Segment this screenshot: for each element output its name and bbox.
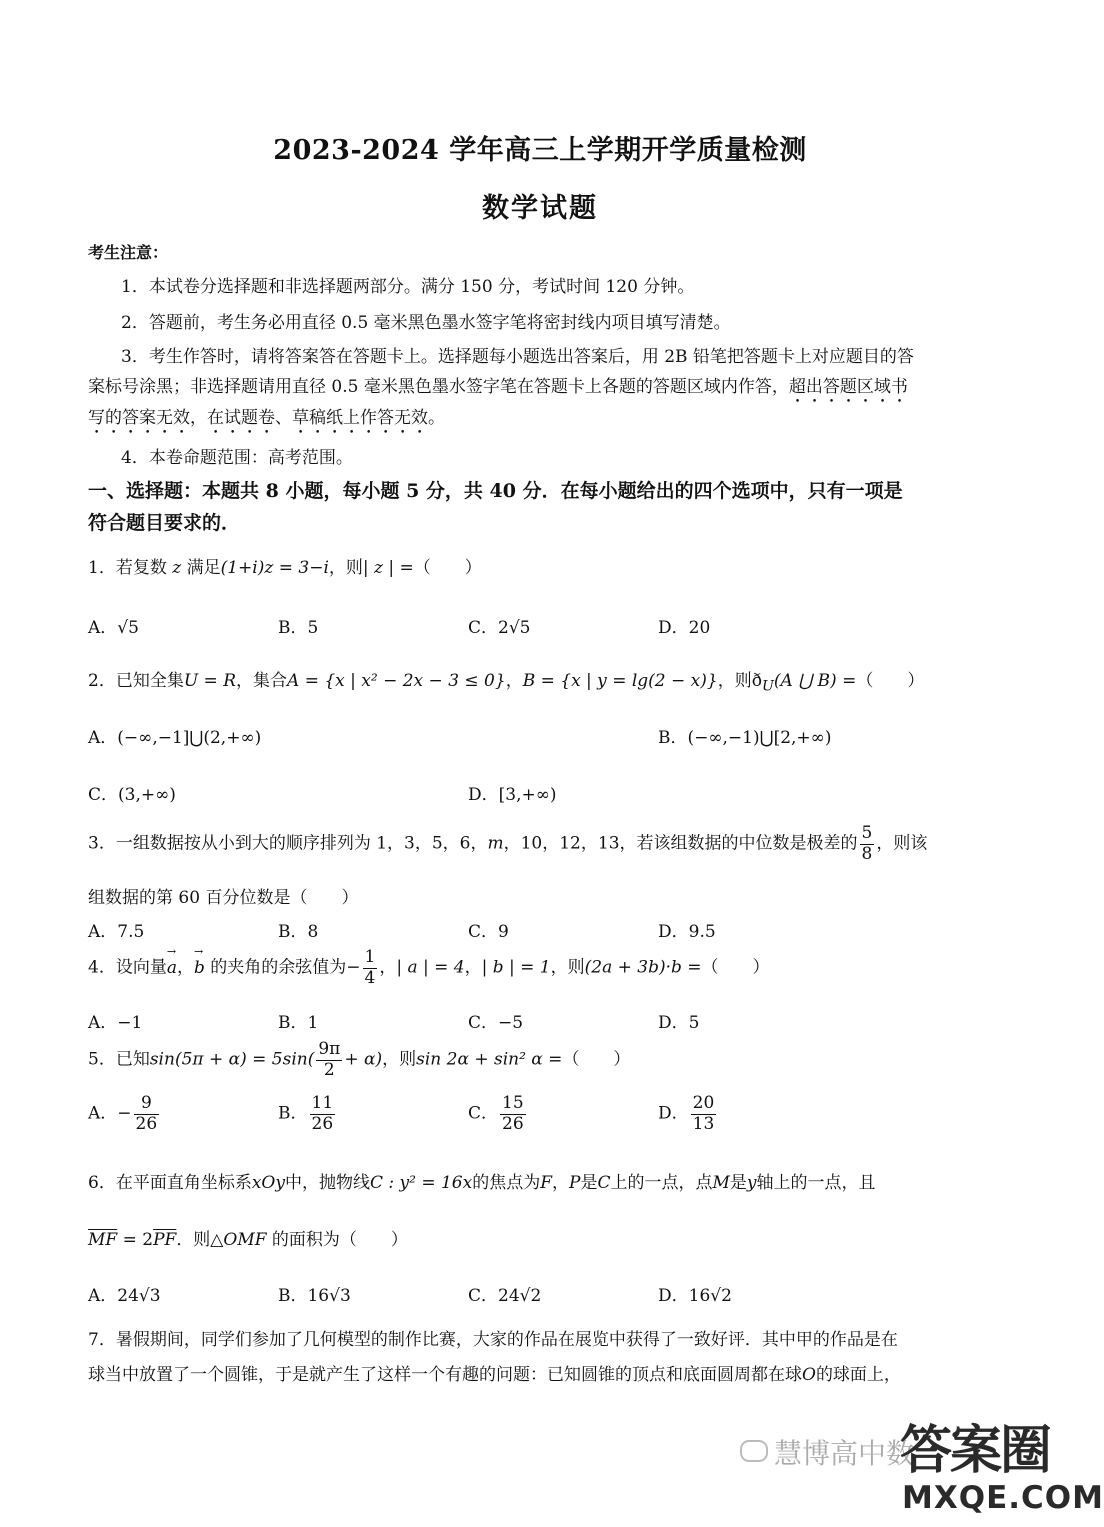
q5-option-c-label: C． (468, 1103, 499, 1124)
q6-text-3: 的焦点为 (472, 1173, 541, 1193)
q4-abs-a: | a | = 4 (396, 957, 465, 978)
section-1-heading-line-2: 符合题目要求的． (88, 512, 241, 534)
q5-option-b-den: 26 (311, 1113, 334, 1134)
q5-text: 5．已知 (88, 1049, 150, 1070)
section-1-heading-line-1: 一、选择题：本题共 8 小题，每小题 5 分，共 40 分．在每小题给出的四个选项中，只有一项是 (88, 480, 903, 502)
q6-parabola: C : y² = 16x (369, 1173, 473, 1193)
q4-answer-blank: （ ） (701, 957, 770, 978)
question-6-line-1 (88, 1168, 876, 1193)
q5-option-a-den: 26 (135, 1113, 158, 1134)
q2-complement-sub: U (761, 678, 774, 695)
exam-title: 2023-2024 学年高三上学期开学质量检测 (273, 135, 807, 166)
notice-item-2: 2．答题前，考生务必用直径 0.5 毫米黑色墨水签字笔将密封线内项目填写清楚。 (121, 313, 731, 333)
q6-option-b: B．16√3 (278, 1286, 351, 1306)
q3-text-2: ，10，12，13，若该组数据的中位数是极差的 (503, 833, 858, 854)
q2-option-b: B．(−∞,−1)⋃[2,+∞) (658, 728, 832, 748)
q1-text-3: ，则 (328, 558, 363, 578)
q4-vector-b: → b (194, 958, 205, 978)
q6-vector-mf: $\overline{MF}$ (88, 1230, 118, 1250)
q5-option-b (278, 1094, 337, 1134)
q3-option-d: D．9.5 (658, 922, 716, 942)
question-3-line-1 (88, 824, 927, 864)
q1-answer-blank: （ ） (413, 558, 482, 578)
q4-option-a: A．−1 (88, 1013, 143, 1033)
watermark-logo (900, 1408, 1104, 1527)
q1-var: z (172, 558, 182, 578)
q2-text-3: ，则 (717, 671, 752, 691)
q4-text: 4．设向量 (88, 957, 167, 978)
q4-sep: ， (176, 957, 194, 978)
q5-option-c-den: 26 (502, 1113, 524, 1134)
q6-option-c: C．24√2 (468, 1286, 542, 1306)
question-2 (88, 666, 924, 694)
notice-heading: 考生注意： (88, 243, 169, 262)
q4-fraction-den: 4 (364, 967, 376, 988)
q6-vector-pf: $\overline{PF}$ (153, 1230, 177, 1250)
q4-fraction (363, 948, 378, 988)
q5-expression-1: sin(5π + α) = 5sin( (149, 1049, 315, 1070)
q7-var-o: O (802, 1365, 816, 1385)
q1-option-b: B．5 (278, 618, 319, 638)
q1-option-d: D．20 (658, 618, 711, 638)
q3-fraction-den: 8 (861, 843, 873, 864)
q6-triangle: OMF (223, 1230, 267, 1250)
watermark-logo-bottom: MXQE.COM (902, 1480, 1104, 1516)
q2-set-b: B = {x | y = lg(2 − x)} (522, 671, 718, 691)
q5-option-d (658, 1094, 718, 1134)
q2-option-c: C．(3,+∞) (88, 785, 176, 805)
notice-item-3-line-2 (88, 372, 908, 407)
q5-option-d-den: 13 (692, 1113, 715, 1134)
q3-fraction-num: 5 (861, 823, 873, 843)
q4-option-b: B．1 (278, 1013, 319, 1033)
q4-expression: (2a + 3b)·b = (584, 957, 702, 978)
q5-option-c-fraction (500, 1094, 526, 1134)
q1-text: 1．若复数 (88, 558, 173, 578)
q2-option-d: D．[3,+∞) (468, 785, 557, 805)
q4-vector-a: → a (167, 958, 177, 978)
q5-option-d-fraction (691, 1094, 717, 1134)
watermark-account: 慧博高中数 (774, 1437, 915, 1470)
question-7-line-1: 7．暑假期间，同学们参加了几何模型的制作比赛，大家的作品在展览中获得了一致好评．其中甲的作品是在 (88, 1330, 898, 1350)
q2-complement-expr: (A ⋃ B) = (773, 671, 857, 691)
q6-text-2: 中，抛物线 (284, 1173, 370, 1193)
question-4 (88, 948, 770, 988)
q5-answer-blank: （ ） (562, 1049, 631, 1070)
q5-fraction (316, 1040, 342, 1080)
wechat-icon (740, 1440, 768, 1462)
notice-item-3-line-2-text: 案标号涂黑；非选择题请用直径 0.5 毫米黑色墨水签字笔在答题卡上各题的答题区域内作答， (88, 377, 789, 397)
q6-text-4: ， (552, 1173, 569, 1193)
q4-fraction-num: 1 (364, 947, 376, 967)
q1-abs: | z | = (362, 558, 414, 578)
q1-option-a: A．√5 (88, 618, 139, 638)
notice-item-3-line-3 (88, 403, 445, 438)
notice-item-3-line-1: 3．考生作答时，请将答案答在答题卡上。选择题每小题选出答案后，用 2B 铅笔把答题卡上对应题目的答 (121, 347, 914, 367)
question-3-line-2: 组数据的第 60 百分位数是（ ） (88, 888, 359, 908)
q4-text-2: 的夹角的余弦值为 (204, 957, 347, 978)
q5-option-a-fraction (134, 1094, 160, 1134)
question-5 (88, 1040, 630, 1080)
q6-coord-system: xOy (251, 1173, 285, 1193)
q4-option-c: C．−5 (468, 1013, 524, 1033)
q3-option-a: A．7.5 (88, 922, 145, 942)
q5-option-c (468, 1094, 528, 1134)
q5-expression-2: + α) (344, 1049, 383, 1070)
q4-text-3: ， (379, 957, 397, 978)
q2-universal-set: U = R (183, 671, 237, 691)
q6-var-m: M (712, 1173, 730, 1193)
q5-option-a (88, 1094, 161, 1134)
q6-text: 6．在平面直角坐标系 (88, 1173, 252, 1193)
q3-option-c: C．9 (468, 922, 509, 942)
q5-option-d-num: 20 (692, 1093, 715, 1113)
q6-equals: = 2 (117, 1230, 154, 1250)
q5-option-c-num: 15 (502, 1093, 524, 1113)
q4-text-4: ， (464, 957, 482, 978)
question-6-line-2 (88, 1225, 408, 1250)
question-1 (88, 553, 482, 578)
q4-option-d: D．5 (658, 1013, 700, 1033)
q7-text-end: 的球面上， (815, 1365, 901, 1385)
q1-expression: (1+i)z = 3−i (220, 558, 329, 578)
q2-complement: ð (751, 671, 762, 691)
q5-option-b-fraction (310, 1094, 336, 1134)
watermark (740, 1408, 1104, 1527)
q6-option-a: A．24√3 (88, 1286, 161, 1306)
q3-fraction (860, 824, 875, 864)
q1-text-2: 满足 (181, 558, 221, 578)
q6-text-8: 轴上的一点，且 (756, 1173, 876, 1193)
q6-var-f: F (540, 1173, 552, 1193)
q2-option-a: A．(−∞,−1]⋃(2,+∞) (88, 728, 262, 748)
q2-text-2: ，集合 (236, 671, 288, 691)
q6-var-c: C (597, 1173, 611, 1193)
q6-text-6: 上的一点，点 (610, 1173, 713, 1193)
q2-text: 2．已知全集 (88, 671, 184, 691)
q6-text-10: 的面积为（ ） (266, 1230, 408, 1250)
notice-emphasis-1: 超出答题区域书 (788, 377, 908, 397)
q6-option-d: D．16√2 (658, 1286, 732, 1306)
q3-text: 3．一组数据按从小到大的顺序排列为 1，3，5，6， (88, 833, 488, 854)
q4-abs-b: | b | = 1 (481, 957, 551, 978)
q7-text: 球当中放置了一个圆锥，于是就产生了这样一个有趣的问题：已知圆锥的顶点和底面圆周都在球 (88, 1365, 802, 1385)
q1-option-c: C．2√5 (468, 618, 531, 638)
q6-var-y: y (746, 1173, 757, 1193)
q6-var-p: P (569, 1173, 581, 1193)
notice-item-4: 4．本卷命题范围：高考范围。 (121, 448, 353, 468)
notice-emphasis-2: 写的答案无效，在试题卷、草稿纸上作答无效。 (88, 408, 445, 428)
q6-text-9: ．则△ (176, 1230, 224, 1250)
q5-option-a-num: 9 (134, 1094, 160, 1115)
q2-sep: ， (505, 671, 523, 691)
q5-expression-3: sin 2α + sin² α = (416, 1049, 563, 1070)
q4-text-5: ，则 (550, 957, 585, 978)
watermark-logo-top: 答案圈 (900, 1421, 1051, 1481)
q2-answer-blank: （ ） (856, 671, 925, 691)
q5-option-d-label: D． (658, 1103, 689, 1124)
q5-fraction-den: 2 (323, 1059, 335, 1080)
q6-text-5: 是 (580, 1173, 598, 1193)
q5-option-b-label: B． (278, 1103, 308, 1124)
q3-var-m: m (487, 833, 504, 854)
q5-text-2: ，则 (382, 1049, 417, 1070)
question-7-line-2 (88, 1360, 901, 1385)
q5-fraction-num: 9π (318, 1039, 341, 1059)
q5-option-b-num: 11 (311, 1093, 334, 1113)
q2-set-a: A = {x | x² − 2x − 3 ≤ 0} (287, 671, 506, 691)
q3-text-3: ，则该 (876, 833, 928, 854)
q5-option-a-sign: − (117, 1103, 132, 1124)
notice-item-1: 1．本试卷分选择题和非选择题两部分。满分 150 分，考试时间 120 分钟。 (121, 277, 695, 297)
q6-text-7: 是 (729, 1173, 747, 1193)
q3-option-b: B．8 (278, 922, 319, 942)
q5-option-a-label: A． (88, 1103, 118, 1124)
exam-subject: 数学试题 (482, 193, 598, 224)
q4-neg: − (346, 957, 361, 978)
